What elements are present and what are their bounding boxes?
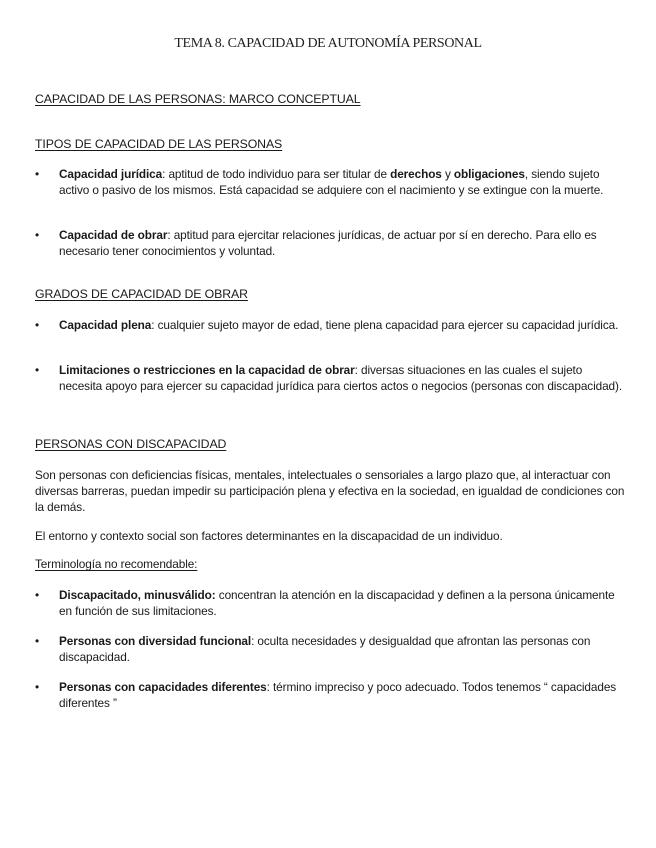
term-bold: Personas con diversidad funcional	[59, 634, 252, 648]
list-item-capacidades-diferentes	[35, 679, 625, 711]
list-item-capacidad-plena	[35, 317, 625, 333]
paragraph-definicion: Son personas con deficiencias físicas, mentales, intelectuales o sensoriales a largo plazo que, al interactuar con diversas barreras, puedan impedir su participación plena y efectiva en la sociedad, en igualdad de condiciones con la demás.	[35, 468, 625, 514]
bullet: •	[35, 634, 40, 648]
heading-personas-discapacidad: PERSONAS CON DISCAPACIDAD	[35, 437, 227, 451]
list-item-text	[59, 166, 625, 198]
heading-tipos-capacidad: TIPOS DE CAPACIDAD DE LAS PERSONAS	[35, 137, 283, 151]
term-bold: Capacidad jurídica	[59, 167, 163, 181]
document-title: TEMA 8. CAPACIDAD DE AUTONOMÍA PERSONAL	[174, 36, 482, 51]
term-bold: Discapacitado, minusválido:	[59, 588, 216, 602]
list-item-text	[59, 587, 625, 619]
bullet: •	[35, 363, 40, 377]
list-item-discapacitado	[35, 587, 625, 619]
definition-text: : diversas situaciones en las cuales el sujeto necesita apoyo para ejercer su capacidad jurídica para ciertos actos o negocios (personas con discapacidad).	[59, 363, 622, 393]
list-item-diversidad-funcional	[35, 633, 625, 665]
term-bold: obligaciones	[453, 167, 525, 181]
definition-text: : aptitud para ejercitar relaciones jurídicas, de actuar por sí en derecho. Para ello es necesario tener conocimientos y voluntad.	[59, 228, 597, 258]
bullet: •	[35, 318, 40, 332]
list-item-capacidad-obrar	[35, 227, 625, 259]
definition-text: : cualquier sujeto mayor de edad, tiene plena capacidad para ejercer su capacidad jurídica.	[151, 318, 619, 332]
list-item-text	[59, 633, 625, 665]
list-item-text	[59, 227, 625, 259]
term-bold: Limitaciones o restricciones en la capacidad de obrar	[59, 363, 355, 377]
definition-text: concentran la atención en la discapacidad y definen a la persona únicamente en función de sus limitaciones.	[59, 588, 615, 618]
bullet: •	[35, 167, 40, 181]
paragraph-entorno: El entorno y contexto social son factores determinantes en la discapacidad de un individuo.	[35, 529, 503, 543]
subheading-terminologia: Terminología no recomendable:	[35, 557, 198, 571]
bullet: •	[35, 680, 40, 694]
term-bold: Capacidad de obrar	[59, 228, 168, 242]
term-bold: Capacidad plena	[59, 318, 152, 332]
term-bold: Personas con capacidades diferentes	[59, 680, 267, 694]
list-item-limitaciones	[35, 362, 625, 394]
list-item-capacidad-juridica	[35, 166, 625, 198]
list-item-text	[59, 362, 625, 394]
bullet: •	[35, 228, 40, 242]
definition-text: y	[441, 167, 454, 181]
definition-text: , siendo sujeto activo o pasivo de los mismos. Está capacidad se adquiere con el nacimiento y se extingue con la muerte.	[59, 167, 604, 197]
list-item-text	[59, 679, 625, 711]
definition-text: : oculta necesidades y desigualdad que afrontan las personas con discapacidad.	[59, 634, 591, 664]
bullet: •	[35, 588, 40, 602]
term-bold: derechos	[390, 167, 442, 181]
list-item-text	[59, 317, 625, 333]
definition-text: : aptitud de todo individuo para ser titular de	[162, 167, 391, 181]
definition-text: : término impreciso y poco adecuado. Todos tenemos “ capacidades diferentes ”	[59, 680, 617, 710]
heading-grados-capacidad: GRADOS DE CAPACIDAD DE OBRAR	[35, 287, 248, 301]
heading-marco-conceptual: CAPACIDAD DE LAS PERSONAS: MARCO CONCEPTUAL	[35, 92, 361, 106]
